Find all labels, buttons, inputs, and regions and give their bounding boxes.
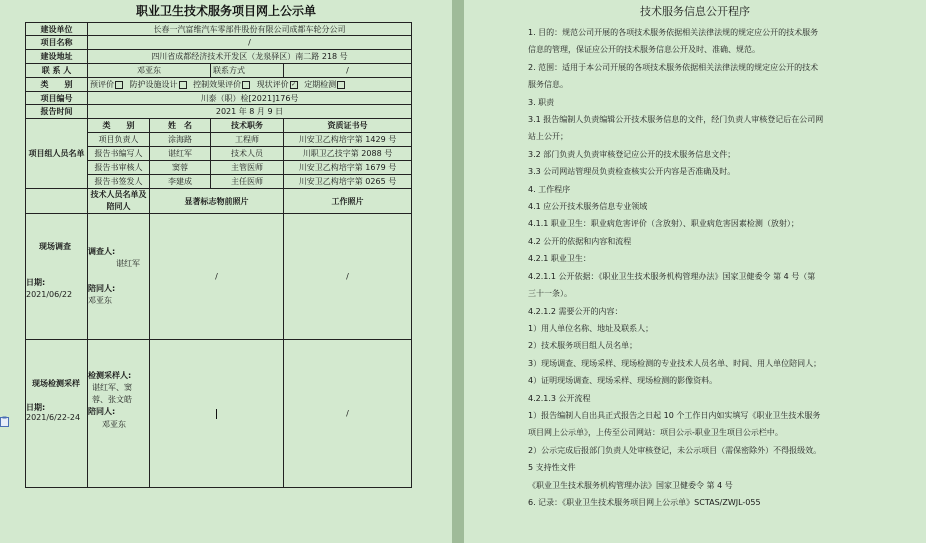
- label-project-no: 项目编号: [26, 92, 88, 105]
- procedure-line: 2. 范围：适用于本公司开展的各项技术服务依据相关法律法规的规定应公开的技术: [528, 62, 819, 72]
- form-title: 职业卫生技术服务项目网上公示单: [135, 4, 316, 18]
- procedure-body: [528, 24, 888, 511]
- survey-label-cell: [26, 214, 88, 340]
- sampling-companion-label: 陪同人:: [88, 407, 116, 416]
- page-gutter: [452, 0, 464, 543]
- investigator-label: 调查人:: [88, 247, 116, 256]
- procedure-line: 3.3 公司网站管理员负责检查核实公开内容是否准确及时。: [528, 167, 736, 177]
- procedure-title: 技术服务信息公开程序: [640, 5, 750, 18]
- header-work-photo: 工作照片: [284, 189, 412, 214]
- header-position: 技术职务: [211, 119, 284, 133]
- category-option: 定期检测: [304, 80, 349, 89]
- category-option: 预评价: [90, 80, 127, 89]
- sampling-landmark-photo: [150, 340, 284, 488]
- member-role: 项目负责人: [88, 133, 150, 147]
- member-cert: 川职卫乙技字第 2088 号: [284, 147, 412, 161]
- header-tech-staff: 技术人员名单及陪同人: [88, 189, 150, 214]
- survey-landmark-photo: /: [150, 214, 284, 340]
- text-cursor-icon: [216, 409, 217, 419]
- survey-label: 现场调查: [39, 242, 71, 251]
- survey-row: [26, 214, 412, 340]
- label-contact: 联 系 人: [26, 64, 88, 78]
- label-project-name: 项目名称: [26, 36, 88, 50]
- member-role: 报告书编写人: [88, 147, 150, 161]
- checkbox-checked-icon: ✓: [291, 80, 297, 88]
- header-cert: 资质证书号: [284, 119, 412, 133]
- label-address: 建设地址: [26, 50, 88, 64]
- survey-date-label: 日期:: [26, 278, 46, 287]
- checkbox-empty-icon: [242, 81, 250, 89]
- member-name: 谌红军: [150, 147, 211, 161]
- sampling-staff-cell: [88, 340, 150, 488]
- procedure-line: 3）现场调查、现场采样、现场检测的专业技术人员名单、时间、用人单位陪同人；: [528, 358, 822, 368]
- member-cert: 川安卫乙构培字第 1679 号: [284, 161, 412, 175]
- label-report-time: 报告时间: [26, 105, 88, 119]
- left-page: [0, 0, 452, 543]
- sampler-names-line2: 蓉、张文皓: [92, 395, 132, 404]
- procedure-line: 1）报告编制人自出具正式报告之日起 10 个工作日内如实填写《职业卫生技术服务: [528, 410, 821, 420]
- value-contact: 邓亚东: [88, 64, 211, 78]
- procedure-line: 6. 记录：《职业卫生技术服务项目网上公示单》SCTAS/ZWJL-055: [528, 497, 761, 507]
- checkbox-empty-icon: [115, 81, 123, 89]
- survey-work-photo: /: [284, 214, 412, 340]
- procedure-line: 4.1.1 职业卫生：职业病危害评价（含放射）、职业病危害因素检测（放射）；: [528, 219, 799, 229]
- procedure-line: 4. 工作程序: [528, 184, 571, 194]
- value-address: 四川省成都经济技术开发区（龙泉驿区）南二路 218 号: [88, 50, 412, 64]
- procedure-line: 4.2.1.2 需要公开的内容：: [528, 306, 623, 316]
- header-category: 类 别: [88, 119, 150, 133]
- procedure-line: 5 支持性文件: [528, 463, 576, 473]
- member-cert: 川安卫乙构培字第 1429 号: [284, 133, 412, 147]
- member-position: 主管医师: [211, 161, 284, 175]
- label-category: 类 别: [26, 78, 88, 92]
- procedure-line: 三十一条）。: [528, 289, 572, 299]
- checkbox-empty-icon: [337, 81, 345, 89]
- companion-label: 陪同人:: [88, 284, 116, 293]
- investigator-name: 谌红军: [116, 259, 140, 268]
- member-name: 涂海路: [150, 133, 211, 147]
- member-name: 李建成: [150, 175, 211, 189]
- survey-date: 2021/06/22: [26, 290, 73, 299]
- sampling-label-cell: [26, 340, 88, 488]
- procedure-line: 3. 职责: [528, 97, 555, 107]
- procedure-line: 服务信息。: [528, 80, 568, 90]
- survey-staff-cell: [88, 214, 150, 340]
- procedure-line: 4.2.1.1 公开依据：《职业卫生技术服务机构管理办法》国家卫健委令 第 4 号（第: [528, 271, 816, 281]
- sampler-label: 检测采样人:: [88, 371, 132, 380]
- sampling-date: 2021/6/22-24: [26, 413, 81, 422]
- procedure-line: 3.2 部门负责人负责审核登记应公开的技术服务信息文件；: [528, 149, 736, 159]
- procedure-line: 信息的管理，保证应公开的技术服务信息公开及时、准确、规范。: [528, 45, 760, 55]
- blank-cell: [26, 189, 88, 214]
- procedure-line: 3.1 报告编制人负责编辑公开技术服务信息的文件，经门负责人审核登记后在公司网: [528, 115, 824, 125]
- sampler-names-line1: 谌红军、窦: [92, 383, 132, 392]
- member-role: 报告书审核人: [88, 161, 150, 175]
- member-name: 窦蓉: [150, 161, 211, 175]
- paste-options-icon[interactable]: [0, 416, 9, 427]
- category-option: 控制效果评价: [193, 80, 254, 89]
- sampling-row: [26, 340, 412, 488]
- procedure-line: 站上公开；: [528, 132, 568, 142]
- value-unit: 长春一汽富维汽车零部件股份有限公司成都车轮分公司: [88, 23, 412, 36]
- right-page: [464, 0, 926, 543]
- member-cert: 川安卫乙构培字第 0265 号: [284, 175, 412, 189]
- header-name: 姓 名: [150, 119, 211, 133]
- procedure-line: 4.1 应公开技术服务信息专业领域: [528, 202, 648, 212]
- procedure-line: 2）公示完成后报部门负责人处审核登记，未公示项目（需保密除外）不得报级效。: [528, 445, 822, 455]
- sampling-companion-name: 邓亚东: [102, 420, 126, 429]
- category-checkboxes: [88, 78, 412, 92]
- procedure-line: 4）证明现场调查、现场采样、现场检测的影像资料。: [528, 376, 718, 386]
- value-contact-method: /: [284, 64, 412, 78]
- sampling-date-label: 日期:: [26, 403, 46, 412]
- label-project-group: 项目组人员名单: [26, 119, 88, 189]
- member-role: 报告书签发人: [88, 175, 150, 189]
- member-position: 主任医师: [211, 175, 284, 189]
- label-unit: 建设单位: [26, 23, 88, 36]
- category-option: 现状评价 ✓: [256, 80, 297, 89]
- procedure-line: 4.2.1.3 公开流程: [528, 393, 591, 403]
- value-project-no: 川泰（职）检[2021]176号: [88, 92, 412, 105]
- sampling-label: 现场检测采样: [32, 379, 80, 388]
- publicity-form-table: [25, 22, 412, 488]
- procedure-line: 2）技术服务项目组人员名单；: [528, 341, 638, 351]
- checkbox-empty-icon: [179, 81, 187, 89]
- sampling-work-photo: /: [284, 340, 412, 488]
- category-option: 防护设施设计: [130, 80, 191, 89]
- companion-name: 邓亚东: [88, 296, 112, 305]
- procedure-line: 4.2.1 职业卫生：: [528, 254, 591, 264]
- procedure-line: 1）用人单位名称、地址及联系人；: [528, 323, 654, 333]
- value-report-time: 2021 年 8 月 9 日: [88, 105, 412, 119]
- member-position: 技术人员: [211, 147, 284, 161]
- label-contact-method: 联系方式: [211, 64, 284, 78]
- procedure-line: 项目网上公示单》，上传至公司网站：项目公示-职业卫生项目公示栏中。: [528, 428, 783, 438]
- procedure-line: 《职业卫生技术服务机构管理办法》国家卫健委令 第 4 号: [528, 480, 733, 490]
- procedure-line: 1. 目的：规范公司开展的各项技术服务依据相关法律法规的规定应公开的技术服务: [528, 28, 819, 37]
- header-landmark-photo: 显著标志物前照片: [150, 189, 284, 214]
- value-project-name: /: [88, 36, 412, 50]
- member-position: 工程师: [211, 133, 284, 147]
- procedure-line: 4.2 公开的依据和内容和流程: [528, 236, 632, 246]
